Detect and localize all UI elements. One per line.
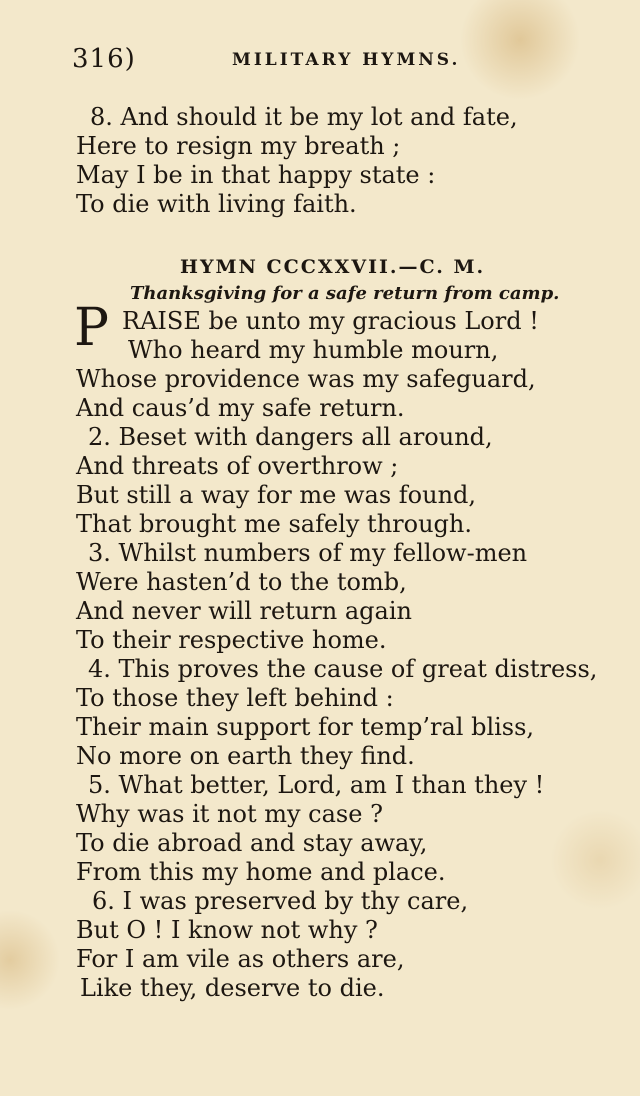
verse-line: Who heard my humble mourn, xyxy=(128,336,499,364)
verse-line: To die abroad and stay away, xyxy=(76,829,428,857)
page-number: 316) xyxy=(72,44,136,74)
hymn-title: HYMN CCCXXVII.—C. M. xyxy=(180,256,486,278)
verse-line: Here to resign my breath ; xyxy=(76,132,401,160)
verse-line: Why was it not my case ? xyxy=(76,800,383,828)
verse-line: To those they left behind : xyxy=(76,684,394,712)
verse-line: 2. Beset with dangers all around, xyxy=(88,423,493,451)
verse-line: 6. I was preserved by thy care, xyxy=(92,887,469,915)
verse-line: Their main support for temp’ral bliss, xyxy=(76,713,535,741)
verse-line: Whose providence was my safeguard, xyxy=(76,365,536,393)
verse-line: That brought me safely through. xyxy=(76,510,472,538)
verse-line: 4. This proves the cause of great distress, xyxy=(88,655,598,683)
verse-line: Like they, deserve to die. xyxy=(80,974,385,1002)
verse-line: 5. What better, Lord, am I than they ! xyxy=(88,771,545,799)
verse-line: And caus’d my safe return. xyxy=(76,394,405,422)
page-header xyxy=(72,44,552,78)
verse-line: No more on earth they find. xyxy=(76,742,415,770)
verse-line: And threats of overthrow ; xyxy=(76,452,399,480)
verse-line: But O ! I know not why ? xyxy=(76,916,378,944)
verse-line: 3. Whilst numbers of my fellow-men xyxy=(88,539,528,567)
verse-line: 8. And should it be my lot and fate, xyxy=(90,103,518,131)
hymn-first-line: RAISE be unto my gracious Lord ! xyxy=(122,307,539,335)
verse-line: To die with living faith. xyxy=(76,190,357,218)
verse-line: From this my home and place. xyxy=(76,858,446,886)
verse-line: Were hasten’d to the tomb, xyxy=(76,568,407,596)
verse-line: But still a way for me was found, xyxy=(76,481,477,509)
verse-line: And never will return again xyxy=(76,597,412,625)
verse-line: To their respective home. xyxy=(76,626,387,654)
verse-line: May I be in that happy state : xyxy=(76,161,436,189)
running-title: MILITARY HYMNS. xyxy=(232,50,461,70)
hymn-subtitle: Thanksgiving for a safe return from camp. xyxy=(130,283,560,304)
verse-line: For I am vile as others are, xyxy=(76,945,405,973)
drop-cap: P xyxy=(74,298,109,358)
